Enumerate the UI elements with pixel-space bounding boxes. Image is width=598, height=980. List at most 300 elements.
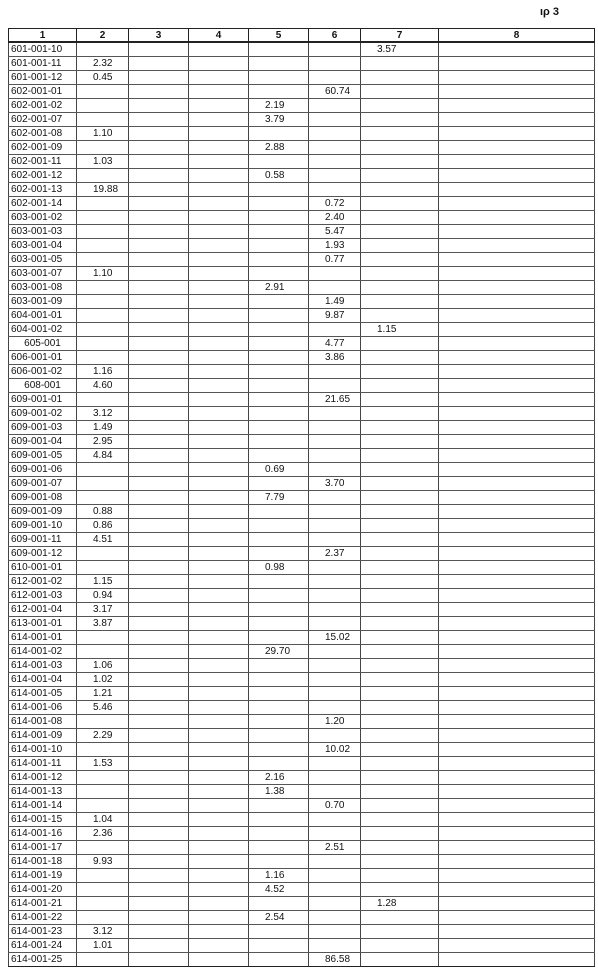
table-row xyxy=(9,267,595,281)
cell-col-3 xyxy=(129,477,189,491)
cell-col-5 xyxy=(249,449,309,463)
cell-col-6 xyxy=(309,169,361,183)
cell-col-3 xyxy=(129,323,189,337)
cell-col-6 xyxy=(309,575,361,589)
cell-col-6 xyxy=(309,911,361,925)
cell-col-3 xyxy=(129,631,189,645)
table-row xyxy=(9,841,595,855)
cell-col-2: 1.03 xyxy=(77,155,129,169)
cell-code: 609-001-07 xyxy=(9,477,77,491)
cell-col-2 xyxy=(77,841,129,855)
cell-col-5 xyxy=(249,85,309,99)
cell-col-6 xyxy=(309,519,361,533)
cell-col-7 xyxy=(361,99,439,113)
cell-col-3 xyxy=(129,575,189,589)
cell-col-8 xyxy=(439,925,595,939)
table-row xyxy=(9,575,595,589)
table-row xyxy=(9,715,595,729)
cell-col-6 xyxy=(309,99,361,113)
cell-code: 614-001-13 xyxy=(9,785,77,799)
table-row xyxy=(9,743,595,757)
cell-col-3 xyxy=(129,911,189,925)
cell-col-7: 3.57 xyxy=(361,42,439,57)
cell-col-6 xyxy=(309,589,361,603)
cell-col-4 xyxy=(189,253,249,267)
cell-code: 614-001-18 xyxy=(9,855,77,869)
cell-col-4 xyxy=(189,715,249,729)
cell-col-8 xyxy=(439,505,595,519)
table-row xyxy=(9,785,595,799)
cell-col-8 xyxy=(439,155,595,169)
cell-col-8 xyxy=(439,337,595,351)
cell-col-7 xyxy=(361,85,439,99)
cell-col-8 xyxy=(439,729,595,743)
cell-col-3 xyxy=(129,701,189,715)
cell-col-7 xyxy=(361,855,439,869)
cell-col-4 xyxy=(189,407,249,421)
cell-col-8 xyxy=(439,421,595,435)
cell-col-5 xyxy=(249,715,309,729)
cell-code: 614-001-08 xyxy=(9,715,77,729)
cell-code: 609-001-09 xyxy=(9,505,77,519)
cell-col-8 xyxy=(439,939,595,953)
cell-col-6 xyxy=(309,435,361,449)
cell-col-4 xyxy=(189,855,249,869)
cell-col-3 xyxy=(129,757,189,771)
cell-col-3 xyxy=(129,715,189,729)
cell-col-5 xyxy=(249,253,309,267)
cell-col-8 xyxy=(439,99,595,113)
table-row xyxy=(9,183,595,197)
cell-code: 604-001-02 xyxy=(9,323,77,337)
cell-col-5 xyxy=(249,533,309,547)
cell-col-6: 2.37 xyxy=(309,547,361,561)
cell-col-7 xyxy=(361,281,439,295)
cell-col-8 xyxy=(439,435,595,449)
cell-code: 609-001-02 xyxy=(9,407,77,421)
cell-code: 614-001-03 xyxy=(9,659,77,673)
cell-col-8 xyxy=(439,491,595,505)
cell-code: 612-001-04 xyxy=(9,603,77,617)
cell-col-3 xyxy=(129,407,189,421)
cell-col-2 xyxy=(77,953,129,967)
cell-col-2: 3.12 xyxy=(77,925,129,939)
cell-col-2: 1.16 xyxy=(77,365,129,379)
cell-col-7 xyxy=(361,197,439,211)
cell-col-7 xyxy=(361,953,439,967)
cell-col-7 xyxy=(361,813,439,827)
cell-col-2 xyxy=(77,99,129,113)
cell-col-4 xyxy=(189,785,249,799)
table-row xyxy=(9,603,595,617)
cell-col-2 xyxy=(77,323,129,337)
table-row xyxy=(9,421,595,435)
cell-col-7 xyxy=(361,603,439,617)
cell-col-7 xyxy=(361,253,439,267)
cell-col-8 xyxy=(439,883,595,897)
cell-col-2 xyxy=(77,253,129,267)
cell-col-3 xyxy=(129,141,189,155)
cell-col-5 xyxy=(249,42,309,57)
cell-col-2 xyxy=(77,785,129,799)
cell-col-8 xyxy=(439,183,595,197)
table-row xyxy=(9,393,595,407)
table-row xyxy=(9,295,595,309)
cell-col-8 xyxy=(439,57,595,71)
cell-col-4 xyxy=(189,127,249,141)
cell-col-4 xyxy=(189,911,249,925)
table-row xyxy=(9,897,595,911)
cell-col-7 xyxy=(361,295,439,309)
cell-col-7 xyxy=(361,463,439,477)
cell-col-8 xyxy=(439,687,595,701)
cell-col-8 xyxy=(439,645,595,659)
cell-col-8 xyxy=(439,253,595,267)
cell-code: 604-001-01 xyxy=(9,309,77,323)
cell-col-6: 2.40 xyxy=(309,211,361,225)
cell-col-7 xyxy=(361,575,439,589)
cell-col-6 xyxy=(309,155,361,169)
cell-col-3 xyxy=(129,827,189,841)
cell-col-2: 1.01 xyxy=(77,939,129,953)
cell-col-2 xyxy=(77,645,129,659)
cell-col-7 xyxy=(361,659,439,673)
cell-code: 601-001-12 xyxy=(9,71,77,85)
table-row xyxy=(9,827,595,841)
cell-col-8 xyxy=(439,631,595,645)
cell-code: 613-001-01 xyxy=(9,617,77,631)
cell-col-5 xyxy=(249,855,309,869)
cell-col-7 xyxy=(361,393,439,407)
cell-col-5 xyxy=(249,295,309,309)
cell-col-7: 1.15 xyxy=(361,323,439,337)
cell-col-5 xyxy=(249,435,309,449)
cell-col-2: 1.49 xyxy=(77,421,129,435)
cell-col-3 xyxy=(129,813,189,827)
cell-col-6 xyxy=(309,897,361,911)
cell-col-4 xyxy=(189,729,249,743)
cell-col-2: 3.17 xyxy=(77,603,129,617)
cell-col-4 xyxy=(189,883,249,897)
cell-code: 614-001-16 xyxy=(9,827,77,841)
cell-col-4 xyxy=(189,113,249,127)
cell-code: 601-001-10 xyxy=(9,42,77,57)
table-row xyxy=(9,533,595,547)
cell-col-6: 5.47 xyxy=(309,225,361,239)
cell-col-2: 4.51 xyxy=(77,533,129,547)
cell-col-8 xyxy=(439,827,595,841)
column-header-7: 7 xyxy=(361,29,439,43)
cell-col-6 xyxy=(309,71,361,85)
cell-col-2 xyxy=(77,883,129,897)
cell-col-5: 2.54 xyxy=(249,911,309,925)
cell-col-3 xyxy=(129,491,189,505)
cell-col-2: 2.29 xyxy=(77,729,129,743)
cell-col-4 xyxy=(189,869,249,883)
cell-col-3 xyxy=(129,365,189,379)
cell-col-4 xyxy=(189,701,249,715)
cell-col-3 xyxy=(129,743,189,757)
cell-col-5 xyxy=(249,393,309,407)
cell-col-8 xyxy=(439,365,595,379)
cell-col-5 xyxy=(249,57,309,71)
cell-col-3 xyxy=(129,99,189,113)
cell-code: 609-001-03 xyxy=(9,421,77,435)
cell-col-8 xyxy=(439,351,595,365)
cell-code: 609-001-01 xyxy=(9,393,77,407)
cell-col-5 xyxy=(249,953,309,967)
cell-col-8 xyxy=(439,813,595,827)
cell-col-7 xyxy=(361,407,439,421)
cell-col-8 xyxy=(439,449,595,463)
cell-code: 603-001-07 xyxy=(9,267,77,281)
cell-col-5: 4.52 xyxy=(249,883,309,897)
cell-col-2: 5.46 xyxy=(77,701,129,715)
cell-col-2 xyxy=(77,897,129,911)
cell-col-7 xyxy=(361,239,439,253)
cell-col-5: 1.16 xyxy=(249,869,309,883)
table-row xyxy=(9,939,595,953)
cell-col-2 xyxy=(77,337,129,351)
cell-col-2 xyxy=(77,309,129,323)
cell-code: 609-001-06 xyxy=(9,463,77,477)
cell-col-2 xyxy=(77,295,129,309)
table-row xyxy=(9,85,595,99)
cell-col-4 xyxy=(189,645,249,659)
ledger-table xyxy=(8,28,595,967)
cell-col-2 xyxy=(77,141,129,155)
cell-col-3 xyxy=(129,351,189,365)
cell-code: 603-001-03 xyxy=(9,225,77,239)
cell-col-8 xyxy=(439,42,595,57)
cell-col-8 xyxy=(439,799,595,813)
cell-col-7 xyxy=(361,547,439,561)
cell-col-5 xyxy=(249,659,309,673)
table-row xyxy=(9,757,595,771)
cell-col-6: 10.02 xyxy=(309,743,361,757)
cell-col-5: 29.70 xyxy=(249,645,309,659)
cell-col-7 xyxy=(361,645,439,659)
cell-col-2: 9.93 xyxy=(77,855,129,869)
cell-col-6 xyxy=(309,785,361,799)
cell-code: 603-001-05 xyxy=(9,253,77,267)
cell-col-4 xyxy=(189,491,249,505)
cell-col-4 xyxy=(189,771,249,785)
cell-code: 614-001-10 xyxy=(9,743,77,757)
cell-col-3 xyxy=(129,897,189,911)
table-row xyxy=(9,589,595,603)
cell-code: 614-001-02 xyxy=(9,645,77,659)
cell-col-8 xyxy=(439,323,595,337)
cell-col-4 xyxy=(189,463,249,477)
cell-col-8 xyxy=(439,617,595,631)
cell-col-5 xyxy=(249,813,309,827)
cell-col-8 xyxy=(439,379,595,393)
cell-col-6 xyxy=(309,561,361,575)
cell-col-6: 21.65 xyxy=(309,393,361,407)
table-row xyxy=(9,449,595,463)
cell-col-8 xyxy=(439,211,595,225)
cell-col-4 xyxy=(189,197,249,211)
table-row xyxy=(9,561,595,575)
cell-col-4 xyxy=(189,211,249,225)
cell-col-2 xyxy=(77,715,129,729)
cell-col-7 xyxy=(361,925,439,939)
cell-col-8 xyxy=(439,169,595,183)
table-row xyxy=(9,883,595,897)
cell-col-7 xyxy=(361,155,439,169)
cell-col-6 xyxy=(309,687,361,701)
cell-col-6 xyxy=(309,57,361,71)
table-row xyxy=(9,701,595,715)
cell-col-8 xyxy=(439,463,595,477)
cell-col-6 xyxy=(309,827,361,841)
table-row xyxy=(9,351,595,365)
cell-code: 606-001-02 xyxy=(9,365,77,379)
cell-col-5 xyxy=(249,799,309,813)
cell-col-2: 0.88 xyxy=(77,505,129,519)
table-row xyxy=(9,211,595,225)
cell-col-2: 1.02 xyxy=(77,673,129,687)
cell-col-6 xyxy=(309,603,361,617)
cell-col-4 xyxy=(189,897,249,911)
cell-col-7 xyxy=(361,267,439,281)
cell-col-3 xyxy=(129,57,189,71)
cell-col-6 xyxy=(309,757,361,771)
cell-col-3 xyxy=(129,589,189,603)
cell-col-5 xyxy=(249,925,309,939)
table-row xyxy=(9,813,595,827)
cell-col-6: 3.70 xyxy=(309,477,361,491)
cell-col-8 xyxy=(439,71,595,85)
cell-col-2: 0.86 xyxy=(77,519,129,533)
cell-col-2: 4.60 xyxy=(77,379,129,393)
table-row xyxy=(9,127,595,141)
cell-col-3 xyxy=(129,393,189,407)
cell-col-2 xyxy=(77,393,129,407)
cell-col-5 xyxy=(249,127,309,141)
cell-col-3 xyxy=(129,603,189,617)
table-row xyxy=(9,953,595,967)
cell-col-5 xyxy=(249,239,309,253)
cell-col-4 xyxy=(189,631,249,645)
cell-code: 609-001-11 xyxy=(9,533,77,547)
cell-col-6 xyxy=(309,645,361,659)
cell-col-5 xyxy=(249,631,309,645)
cell-col-5: 7.79 xyxy=(249,491,309,505)
cell-col-3 xyxy=(129,379,189,393)
table-row xyxy=(9,617,595,631)
cell-col-8 xyxy=(439,897,595,911)
cell-col-7: 1.28 xyxy=(361,897,439,911)
cell-col-8 xyxy=(439,267,595,281)
cell-col-3 xyxy=(129,547,189,561)
cell-col-3 xyxy=(129,267,189,281)
cell-col-3 xyxy=(129,645,189,659)
cell-col-4 xyxy=(189,71,249,85)
cell-col-2: 1.04 xyxy=(77,813,129,827)
cell-col-8 xyxy=(439,281,595,295)
cell-col-7 xyxy=(361,883,439,897)
cell-col-8 xyxy=(439,309,595,323)
cell-col-3 xyxy=(129,617,189,631)
table-row xyxy=(9,729,595,743)
table-row xyxy=(9,631,595,645)
cell-col-5: 0.58 xyxy=(249,169,309,183)
cell-code: 614-001-04 xyxy=(9,673,77,687)
cell-col-8 xyxy=(439,113,595,127)
cell-col-2 xyxy=(77,561,129,575)
cell-col-8 xyxy=(439,85,595,99)
cell-code: 614-001-12 xyxy=(9,771,77,785)
cell-col-6 xyxy=(309,449,361,463)
cell-col-8 xyxy=(439,715,595,729)
cell-col-6 xyxy=(309,379,361,393)
cell-col-7 xyxy=(361,113,439,127)
cell-col-8 xyxy=(439,855,595,869)
cell-col-7 xyxy=(361,337,439,351)
cell-col-2 xyxy=(77,477,129,491)
cell-col-6: 15.02 xyxy=(309,631,361,645)
cell-col-4 xyxy=(189,617,249,631)
table-row xyxy=(9,435,595,449)
cell-col-5 xyxy=(249,575,309,589)
table-row xyxy=(9,169,595,183)
cell-col-5 xyxy=(249,351,309,365)
cell-code: 609-001-10 xyxy=(9,519,77,533)
header-row xyxy=(9,29,595,43)
cell-col-3 xyxy=(129,883,189,897)
cell-col-2 xyxy=(77,351,129,365)
cell-col-4 xyxy=(189,295,249,309)
cell-col-7 xyxy=(361,71,439,85)
cell-col-3 xyxy=(129,925,189,939)
cell-col-3 xyxy=(129,939,189,953)
cell-col-8 xyxy=(439,757,595,771)
cell-col-6 xyxy=(309,141,361,155)
cell-col-3 xyxy=(129,253,189,267)
cell-col-6 xyxy=(309,673,361,687)
cell-col-4 xyxy=(189,505,249,519)
cell-col-2 xyxy=(77,239,129,253)
cell-col-8 xyxy=(439,239,595,253)
table-row xyxy=(9,519,595,533)
cell-col-8 xyxy=(439,197,595,211)
cell-col-8 xyxy=(439,575,595,589)
column-header-8: 8 xyxy=(439,29,595,43)
cell-code: 614-001-25 xyxy=(9,953,77,967)
cell-col-3 xyxy=(129,505,189,519)
cell-col-4 xyxy=(189,449,249,463)
cell-col-5 xyxy=(249,309,309,323)
cell-col-2: 4.84 xyxy=(77,449,129,463)
cell-col-2 xyxy=(77,869,129,883)
table-row xyxy=(9,855,595,869)
cell-col-7 xyxy=(361,449,439,463)
cell-col-5 xyxy=(249,71,309,85)
cell-col-4 xyxy=(189,519,249,533)
cell-col-2 xyxy=(77,911,129,925)
cell-col-3 xyxy=(129,113,189,127)
cell-col-8 xyxy=(439,393,595,407)
cell-code: 602-001-07 xyxy=(9,113,77,127)
cell-col-3 xyxy=(129,211,189,225)
cell-code: 602-001-12 xyxy=(9,169,77,183)
cell-col-2: 3.12 xyxy=(77,407,129,421)
cell-col-4 xyxy=(189,239,249,253)
table-row xyxy=(9,309,595,323)
cell-col-3 xyxy=(129,337,189,351)
